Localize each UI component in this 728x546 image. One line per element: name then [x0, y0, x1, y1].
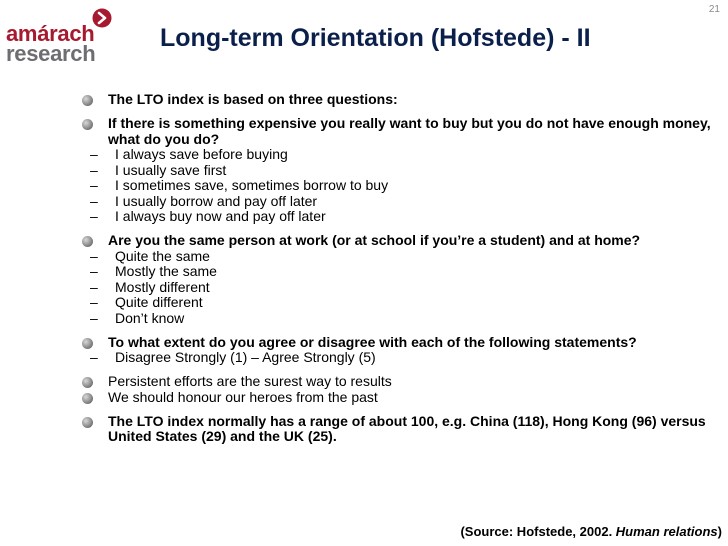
- dash-marker: –: [90, 349, 98, 365]
- logo-mark-icon: [92, 8, 112, 28]
- sub-item-text: I always save before buying: [115, 146, 288, 162]
- bullet-item: [82, 116, 722, 147]
- sub-item: [90, 350, 722, 366]
- bullet-text: If there is something expensive you really want to buy but you do not have enough money, what do you do?: [108, 115, 711, 147]
- dash-marker: –: [90, 161, 98, 178]
- bullet-text: To what extent do you agree or disagree with each of the following statements?: [108, 333, 637, 350]
- source-journal: Human relations: [615, 524, 718, 539]
- sub-item-text: Quite different: [115, 294, 203, 310]
- bullet-icon: [82, 119, 93, 130]
- slide-title: Long-term Orientation (Hofstede) - II: [160, 24, 591, 52]
- source-citation: [460, 524, 722, 539]
- bullet-text: The LTO index normally has a range of about 100, e.g. China (118), Hong Kong (96) versus United States (29) and the UK (25).: [108, 412, 706, 444]
- sub-list: [82, 350, 722, 366]
- source-prefix: (Source: Hofstede, 2002.: [460, 524, 616, 539]
- sub-item-text: Don’t know: [115, 309, 185, 326]
- sub-item-text: Quite the same: [115, 247, 210, 264]
- dash-marker: –: [90, 309, 98, 326]
- sub-item-text: I sometimes save, sometimes borrow to buy: [115, 177, 389, 193]
- sub-list: [82, 249, 722, 327]
- sub-list: [82, 147, 722, 225]
- bullet-icon: [82, 236, 93, 247]
- bullet-item: [82, 414, 722, 445]
- bullet-icon: [82, 338, 93, 349]
- bullet-icon: [82, 95, 93, 106]
- bullet-item: [82, 92, 722, 108]
- bullet-text: The LTO index is based on three questions:: [108, 91, 398, 107]
- sub-item: [90, 249, 722, 265]
- dash-marker: –: [90, 247, 98, 264]
- slide-number: 21: [708, 4, 720, 15]
- sub-item: [90, 163, 722, 179]
- bullet-item: [82, 233, 722, 249]
- sub-item: [90, 178, 722, 194]
- dash-marker: –: [90, 146, 98, 162]
- bullet-text: Are you the same person at work (or at school if you’re a student) and at home?: [108, 232, 641, 248]
- sub-item: [90, 280, 722, 296]
- dash-marker: –: [90, 177, 98, 193]
- sub-item: [90, 209, 722, 225]
- dash-marker: –: [90, 192, 98, 209]
- logo-text-research: research: [6, 41, 96, 66]
- company-logo: [6, 8, 111, 64]
- bullet-item: [82, 374, 722, 390]
- sub-item: [90, 147, 722, 163]
- dash-marker: –: [90, 263, 98, 279]
- dash-marker: –: [90, 294, 98, 310]
- bullet-list: [82, 92, 722, 445]
- bullet-icon: [82, 377, 93, 388]
- sub-item-text: Disagree Strongly (1) – Agree Strongly (5): [115, 349, 376, 365]
- bullet-icon: [82, 393, 93, 404]
- dash-marker: –: [90, 208, 98, 224]
- bullet-item: [82, 335, 722, 351]
- sub-item-text: I usually save first: [115, 161, 227, 178]
- sub-item-text: Mostly different: [115, 278, 210, 295]
- logo-text-amarach: amárach: [6, 21, 95, 46]
- bullet-text: We should honour our heroes from the past: [108, 388, 378, 405]
- sub-item-text: Mostly the same: [115, 263, 217, 279]
- bullet-text: Persistent efforts are the surest way to results: [108, 373, 392, 389]
- bullet-icon: [82, 417, 93, 428]
- sub-item-text: I usually borrow and pay off later: [115, 192, 318, 209]
- bullet-item: [82, 390, 722, 406]
- sub-item: [90, 311, 722, 327]
- sub-item: [90, 264, 722, 280]
- sub-item: [90, 194, 722, 210]
- sub-item: [90, 295, 722, 311]
- source-suffix: ): [717, 524, 722, 539]
- dash-marker: –: [90, 278, 98, 295]
- sub-item-text: I always buy now and pay off later: [115, 208, 326, 224]
